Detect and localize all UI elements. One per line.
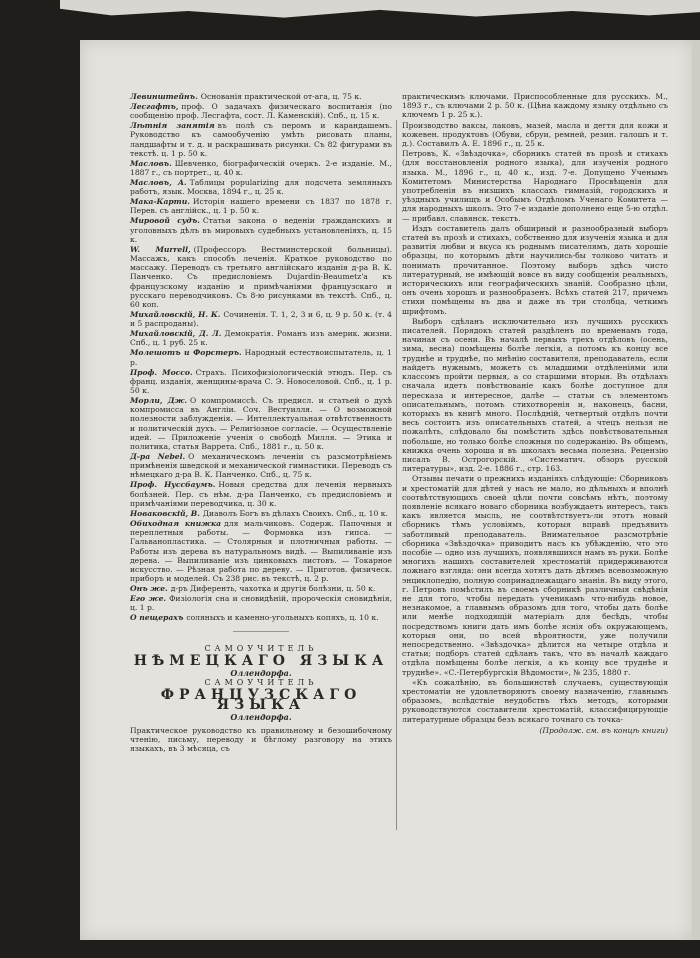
entry-text: (Профессоръ Вестминстерской больницы). Массажъ, какъ способъ леченія. Краткое руководство по массажу. Переводъ съ третьяго англійскаго изданія д-ра В. К. Панченко. Съ предисловіемъ Dujardin-Beaumetz'а къ французскому изданію и примѣчаніями французскаго и русскаго переводчиковъ. Съ 8-ю рисунками въ текстѣ. Спб., ц. 60 коп.	[130, 244, 392, 310]
body-paragraph: Издъ составитель далъ обширный и разнообразный выборъ статей въ прозѣ и стихахъ, собственно для изученія языка и для развитія любви и вкуса къ роднымъ писателямъ, дать хорошіе образцы, по которымъ дѣти научились-бы толково читать и понимать прочитанное. Поэтому выборъ здѣсь чисто литературный, не имѣющій вовсе въ виду сообщенія реальныхъ, историческихъ или географическихъ знаній. Сообразно цѣли, онъ очень хорошъ и разнообразенъ. Всѣхъ статей 217, причемъ стихи помѣщены въ два и даже въ три столбца, четкимъ шрифтомъ.	[402, 223, 668, 316]
catalog-entry	[130, 368, 392, 396]
entry-heading: Онъ же.	[130, 584, 168, 594]
body-paragraph: Выборъ сдѣланъ исключительно изъ лучшихъ русскихъ писателей. Порядокъ статей раздѣленъ по временамъ года, начиная съ осени. Въ началѣ первыхъ трехъ отдѣловъ (осень, зима, весна) помѣщены болѣе легкія, а потомъ къ концу все труднѣе и труднѣе, по мнѣнію составителя, преподаватель, если найдетъ нужнымъ, можетъ съ младшими отдѣленіями или классомъ пройти первыя, а со старшими вторыя. Въ отдѣлахъ сначала идетъ повѣствованіе какъ болѣе доступное для пересказа и интересное, далѣе — статьи съ элементомъ описательнымъ, потомъ стихотворенія и, наконецъ, басни, которыхъ въ книгѣ много. Послѣдній, четвертый отдѣлъ почти весь состоитъ изъ описательныхъ статей, а чтецъ нельзя не пожалѣть, слѣдовало бы помѣстить здѣсь повѣствовательныя побольше, но только болѣе сложныя по содержанію. Въ общемъ, книжка очень хороша и въ школахъ весьма полезна. Рецензію писалъ В. Острогорскій. «Систематич. обзоръ русской литературы», изд. 2-е. 1886 г., стр. 163.	[402, 316, 668, 474]
entry-text: Новыя средства для леченія нервныхъ болѣзней. Пер. съ нѣм. д-ра Панченко, съ предисловіемъ и примѣчаніями переводчика, ц. 30 к.	[130, 480, 392, 508]
left-column	[130, 92, 392, 754]
entry-heading: Масловъ, А.	[130, 178, 187, 188]
separator-rule	[233, 631, 289, 632]
entry-text: Диаволъ Богъ въ дѣлахъ Своихъ. Спб., ц. 10 к.	[202, 508, 388, 518]
entry-heading: Морли, Дж.	[130, 396, 188, 406]
body-paragraph: практическимъ ключами. Приспособленные для русскихъ. М., 1893 г., съ ключами 2 р. 50 к. (Цѣна каждому языку отдѣльно съ ключемъ 1 р. 25 к.).	[402, 92, 668, 120]
right-paragraphs	[402, 92, 668, 724]
entry-text: Статьи закона о веденіи гражданскихъ и уголовныхъ дѣлъ въ мировыхъ судебныхъ установленіяхъ, ц. 15 к.	[130, 216, 392, 244]
ad-author-2: Оллендорфа.	[230, 711, 292, 722]
column-divider	[396, 120, 397, 830]
page-edge	[692, 40, 700, 940]
catalog-entry	[130, 245, 392, 309]
ad-title-german: НѢМЕЦКАГО ЯЗЫКА	[133, 652, 389, 669]
body-paragraph: Отзывы печати о прежнихъ изданіяхъ слѣдующіе: Сборниковъ и хрестоматій для дѣтей у насъ не мало, но дѣльныхъ и вполнѣ соотвѣтствующихъ своей цѣли почти совсѣмъ нѣтъ, поэтому появленіе всякаго новаго сборника возбуждаетъ интересъ, такъ какъ является мысль, не соотвѣтствуетъ-ли этотъ новый сборникъ тѣмъ условіямъ, которыя вправѣ предъявить заботливый преподаватель. Внимательное разсмотрѣніе сборника «Звѣздочка» приводитъ насъ къ убѣжденію, что это пособіе — одно изъ лучшихъ, появлявшихся намъ въ руки. Болѣе многихъ нашихъ составителей хрестоматій придерживаются ложнаго взгляда: они всегда хотятъ дать дѣтямъ всевозможную энциклопедію, полную сопринадлежащаго знанія. Въ виду этого, г. Петровъ помѣстилъ въ своемъ сборникѣ различныя свѣдѣнія не для того, чтобы передать ученикамъ что-нибудь новое, незнакомое, а главнымъ образомъ для того, чтобы дать болѣе или менѣе подходящій матеріалъ для бесѣдъ, чтобы посредствомъ книги дать имъ болѣе яснія объ окружающемъ, которыя они, по всей вѣроятности, уже получили непосредственно. «Звѣздочка» дѣлится на четыре отдѣла и статьи; подборъ статей сдѣланъ такъ, что въ началѣ каждаго отдѣла помѣщены болѣе легкія, а къ концу все труднѣе и труднѣе». «С.-Петербургскія Вѣдомости», № 235, 1880 г.	[402, 474, 668, 677]
entry-heading: W. Murrell,	[130, 244, 191, 254]
catalog-entry	[130, 519, 392, 583]
entry-heading: Проф. Нуссбаумъ.	[130, 480, 216, 490]
entry-heading: Михайловскій, Н. К.	[130, 310, 221, 320]
catalog-entry	[130, 178, 392, 196]
entry-text: Шевченко, біографическій очеркъ. 2-е изданіе. М., 1887 г., съ портрет., ц. 40 к.	[130, 158, 392, 178]
entry-text: д-ръ Диференть, чахотка и другія болѣзни, ц. 50 к.	[170, 584, 376, 594]
catalog-entry	[130, 159, 392, 177]
entry-text: для мальчиковъ. Содерж. Папочныя и переплетныя работы. — Формовка изъ гипса. — Гальванопластика. — Столярныя и плотничныя работы. — Работы изъ дерева въ натуральномъ видѣ. — Выпиливаніе изъ дерева. — Выпиливаніе изъ цинковыхъ листовъ. — Токарное искусство. — Рѣзная работа по дереву. — Приготов. физическ. приборъ и моделей. Съ 238 рис. въ текстѣ, ц. 2 р.	[130, 518, 392, 584]
ad-author-1: Оллендорфа.	[230, 667, 292, 678]
catalog-entry	[130, 121, 392, 158]
body-paragraph: «Къ сожалѣнію, въ большинствѣ случаевъ, существующія хрестоматіи не удовлетворяютъ своему назначенію, главнымъ образомъ, вслѣдствіе неудобствъ тѣхъ методъ, которыми руководствуются составители хрестоматій, классифицирующіе литературные образцы безъ всякаго точнаго съ точка-	[402, 677, 668, 724]
body-paragraph: Петровъ, К. «Звѣздочка», сборникъ статей въ прозѣ и стихахъ (для восстановленія родного языка), для изученія родного языка. М., 1896 г., ц. 40 к., изд. 7-е. Допущено Ученымъ Комитетомъ Министерства Народнаго Просвѣщенія для употребленія въ низшихъ классахъ гимназій, городскихъ и уѣздныхъ училищъ и Особымъ Отдѣломъ Ученаго Комитета — для народныхъ школъ. Это 7-е изданіе дополнено еще 5-ю отдѣл. — прибавл. славянск. текстъ.	[402, 149, 668, 223]
ad-description: Практическое руководство къ правильному и безошибочному чтенію, письму, переводу и бѣглому разговору на этихъ языкахъ, въ 3 мѣсяца, съ	[130, 725, 392, 754]
catalog-entry	[130, 613, 392, 622]
entry-heading: Проф. Моссо.	[130, 367, 193, 377]
entry-heading: Масловъ.	[130, 158, 172, 168]
entry-heading: Лѣтнія занятія	[130, 121, 215, 131]
entry-text: Народный естествоиспытатель, ц. 1 р.	[130, 348, 392, 367]
entry-heading: Михайловскій, Д. Л.	[130, 329, 222, 339]
entry-heading: Новаковскій, В.	[130, 508, 200, 518]
entry-text: Демократія. Романъ изъ америк. жизни. Спб., ц. 1 руб. 25 к.	[130, 329, 392, 348]
textbook-advertisement	[130, 644, 392, 754]
continuation-note: (Продолж. см. въ концѣ книги)	[539, 725, 668, 735]
ad-heading-2: САМОУЧИТЕЛЬ	[204, 678, 318, 688]
catalog-entry	[130, 594, 392, 612]
catalog-entry	[130, 348, 392, 366]
entry-text: Страхъ. Психофизіологическій этюдъ. Пер. съ франц. изданія, женщины-врача С. Э. Новоселовой. Спб., ц. 1 р. 50 к.	[130, 367, 392, 396]
catalog-entry	[130, 480, 392, 508]
entry-text: соляныхъ и каменно-угольныхъ копяхъ, ц. 10 к.	[186, 613, 379, 623]
catalog-entry	[130, 102, 392, 120]
entry-heading: Его же.	[130, 594, 167, 604]
entry-heading: Обиходная книжка	[130, 518, 222, 528]
entry-heading: Мировой судъ.	[130, 216, 200, 226]
ad-heading-1: САМОУЧИТЕЛЬ	[204, 643, 318, 653]
body-paragraph: Производство ваксы, лаковъ, мазей, масла и дегтя для кожи и кожевен. продуктовъ (Обуви, сбруи, ремней, резин. галошъ и т. д.). Составилъ А. Е. 1896 г., ц. 25 к.	[402, 120, 668, 149]
catalog-entry	[130, 329, 392, 347]
catalog-entry	[130, 452, 392, 480]
entry-heading: Левинштейнъ.	[130, 92, 198, 101]
catalog-entry	[130, 584, 392, 593]
entry-text: Физіологія сна и сновидѣній, пророческія сновидѣнія, ц. 1 р.	[130, 594, 392, 613]
entry-text: О компромиссѣ. Съ предисл. и статьей о духѣ компромисса въ Англіи. Соч. Вестуилля. — О возможной полезности заблужденія. — Интеллектуальная отвѣтственность и политическій духъ. — Религіозное согласіе. — Осуществленіе идей. — Приложеніе ученія о свободѣ Милля. — Этика и политика, статья Варрета. Спб., 1881 г., ц. 50 к.	[130, 396, 392, 452]
catalog-entry	[130, 509, 392, 518]
entry-text: Исторія нашего времени съ 1837 по 1878 г. Перев. съ англійск., ц. 1 р. 50 к.	[130, 197, 392, 216]
catalog-entry	[130, 216, 392, 244]
entry-heading: Молешотъ и Форстеръ.	[130, 348, 242, 358]
entry-text: Таблицы popularizing для подсчета земляныхъ работъ, язык. Москва, 1894 г., ц. 25 к.	[130, 178, 393, 197]
entry-text: Сочиненія. Т. 1, 2, 3 и 6, ц. 9 р. 50 к. (т. 4 и 5 распроданы).	[130, 310, 392, 329]
entry-heading: Мака-Карти.	[130, 197, 190, 207]
entry-heading: Лесгафтъ,	[130, 102, 179, 111]
catalog-entry	[130, 310, 392, 328]
ad-title-french: ФРАНЦУЗСКАГО ЯЗЫКА	[160, 687, 362, 713]
entry-heading: О пещерахъ	[130, 613, 184, 623]
torn-page-scrap	[60, 0, 700, 22]
catalog-entry	[130, 197, 392, 215]
catalog-entry	[130, 396, 392, 451]
entry-text: Основанія практической от-ага, ц. 75 к.	[200, 92, 362, 101]
entry-text: въ полѣ съ перомъ и карандашемъ. Руководство къ самообученію умѣть рисовать планы, ландшафты и т. д. и раскрашивать рисунки. Съ 82 фигурами въ текстѣ. ц. 1 р. 50 к.	[130, 121, 393, 158]
entry-heading: Д-ра Nebel.	[130, 452, 186, 462]
catalog-entry	[130, 92, 392, 101]
entry-text: проф. О задачахъ физическаго воспитанія (по сообщенію проф. Лесгафта, сост. Л. Каменскій). Спб., ц. 15 к.	[130, 102, 392, 121]
right-column	[402, 92, 668, 735]
left-entries	[130, 92, 392, 623]
entry-text: О механическомъ леченіи съ разсмотрѣніемъ примѣненія шведской и механической гимнастики. Переводъ съ нѣмецкаго д-ра В. К. Панченко. Спб., ц. 75 к.	[130, 452, 392, 480]
